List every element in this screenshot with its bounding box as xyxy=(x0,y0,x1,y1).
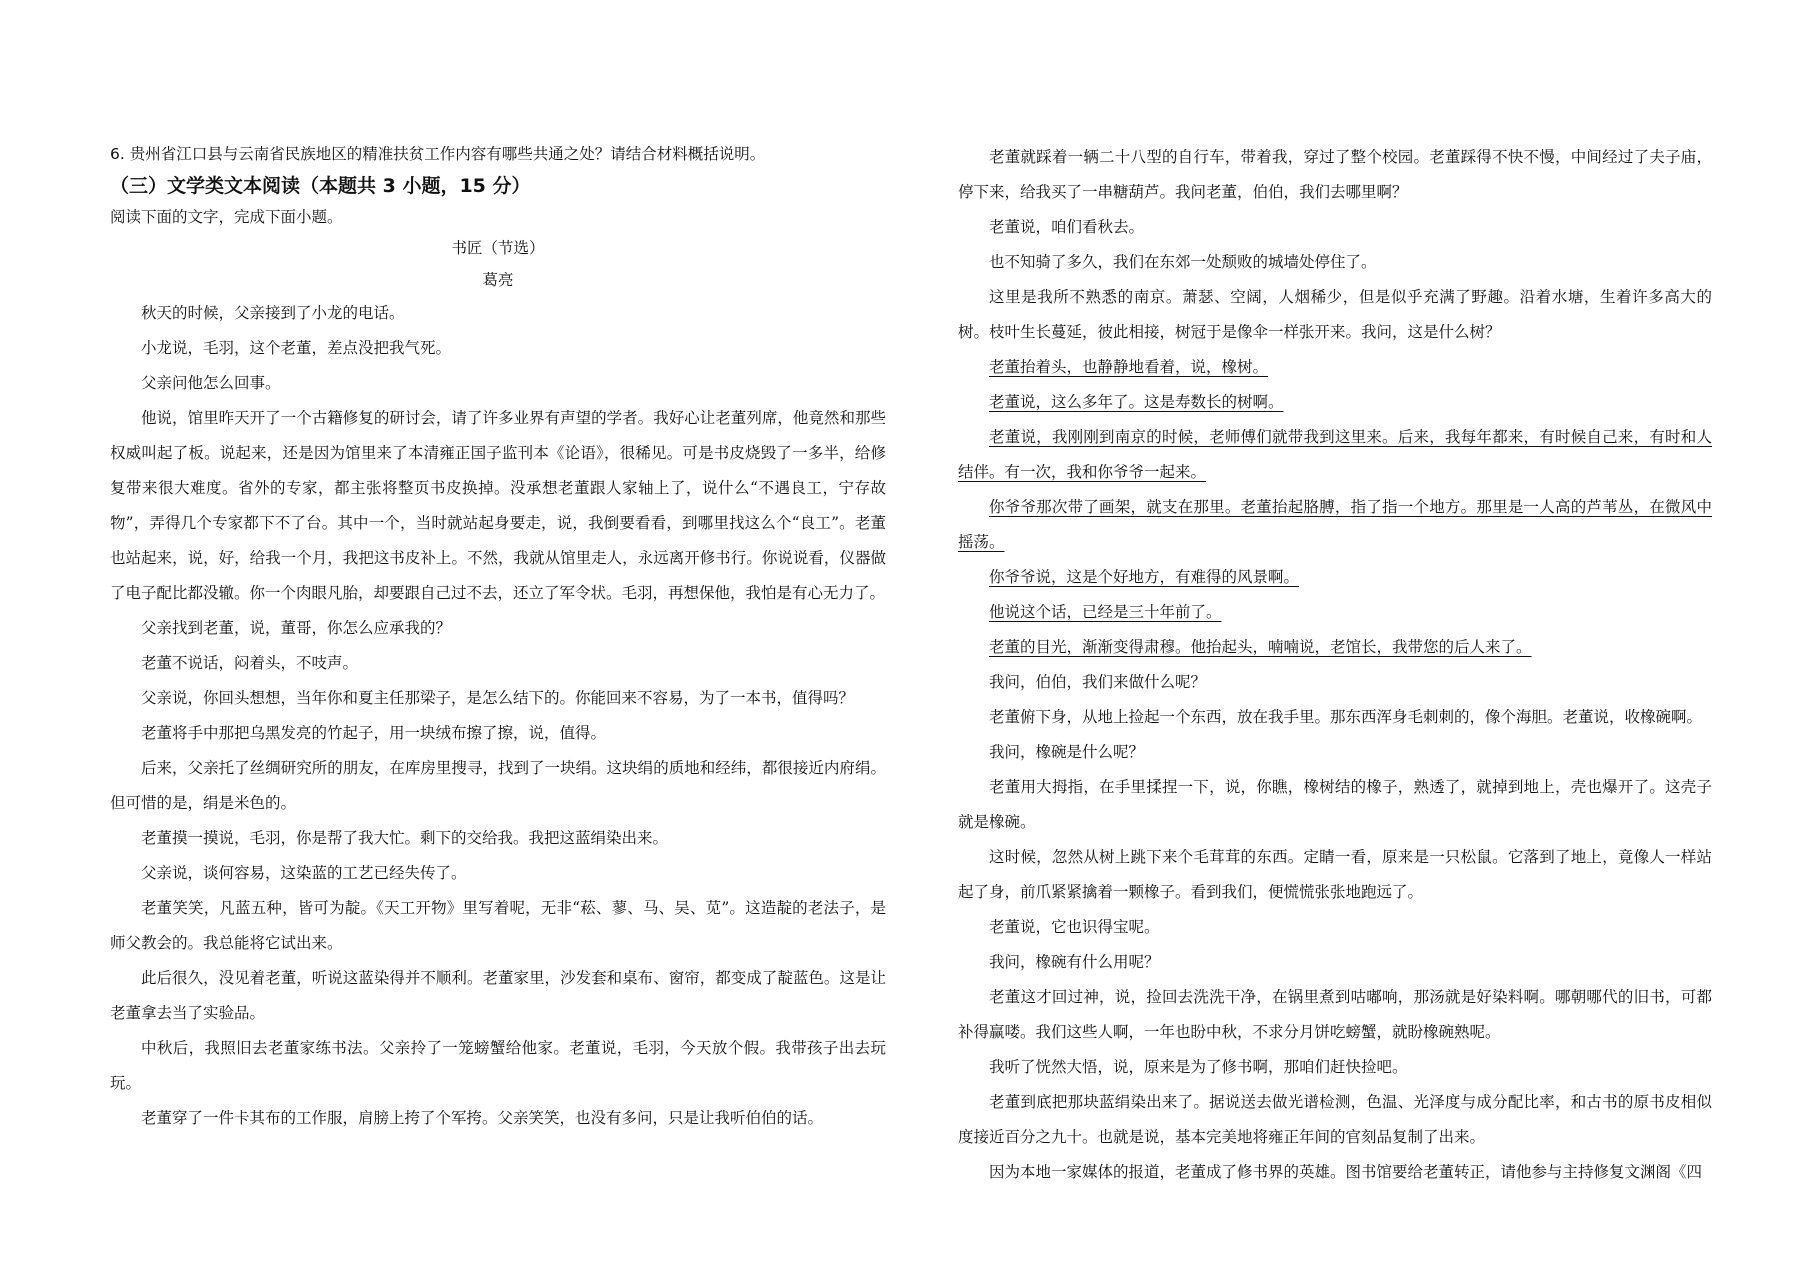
paragraph: 后来，父亲托了丝绸研究所的朋友，在库房里搜寻，找到了一块绢。这块绢的质地和经纬，都很接近内府绢。但可惜的是，绢是米色的。 xyxy=(110,759,886,812)
paragraph-text: 你爷爷那次带了画架，就支在那里。老董抬起胳膊，指了指一个地方。那里是一人高的芦苇丛，在微风中摇荡。 xyxy=(958,498,1712,551)
paragraph xyxy=(958,910,1712,945)
underlined-paragraph xyxy=(958,595,1712,630)
paragraph: 中秋后，我照旧去老董家练书法。父亲拎了一笼螃蟹给他家。老董说，毛羽，今天放个假。我带孩子出去玩玩。 xyxy=(110,1039,886,1092)
paragraph: 父亲说，你回头想想，当年你和夏主任那梁子，是怎么结下的。你能回来不容易，为了一本书，值得吗？ xyxy=(141,689,855,707)
question-6: 6. 贵州省江口县与云南省民族地区的精准扶贫工作内容有哪些共通之处？请结合材料概括说明。 xyxy=(110,145,766,163)
underlined-paragraph xyxy=(958,490,1712,560)
paragraph: 老董摸一摸说，毛羽，你是帮了我大忙。剩下的交给我。我把这蓝绢染出来。 xyxy=(141,829,669,847)
paragraph xyxy=(958,1050,1712,1085)
paragraph-text: 老董就踩着一辆二十八型的自行车，带着我，穿过了整个校园。老董踩得不快不慢，中间经过了夫子庙，停下来，给我买了一串糖葫芦。我问老董，伯伯，我们去哪里啊？ xyxy=(958,148,1712,201)
paragraph-text: 也不知骑了多久，我们在东郊一处颓败的城墙处停住了。 xyxy=(989,253,1377,271)
paragraph-text: 你爷爷说，这是个好地方，有难得的风景啊。 xyxy=(989,568,1300,586)
paragraph-text: 老董这才回过神，说，捡回去洗洗干净，在锅里煮到咕嘟响，那汤就是好染料啊。哪朝哪代的旧书，可都补得赢喽。我们这些人啊，一年也盼中秋，不求分月饼吃螃蟹，就盼橡碗熟呢。 xyxy=(958,988,1712,1041)
paragraph xyxy=(958,210,1712,245)
underlined-paragraph xyxy=(958,420,1712,490)
underlined-paragraph xyxy=(958,385,1712,420)
paragraph-text: 老董抬着头，也静静地看着，说，橡树。 xyxy=(989,358,1269,376)
paragraph xyxy=(958,665,1712,700)
paragraph: 父亲说，谈何容易，这染蓝的工艺已经失传了。 xyxy=(141,864,467,882)
paragraph-text: 老董俯下身，从地上捡起一个东西，放在我手里。那东西浑身毛刺刺的，像个海胆。老董说，收橡碗啊。 xyxy=(989,708,1703,726)
paragraph xyxy=(958,840,1712,910)
paragraph-text: 老董用大拇指，在手里揉捏一下，说，你瞧，橡树结的橡子，熟透了，就掉到地上，壳也爆开了。这壳子就是橡碗。 xyxy=(958,778,1712,831)
underlined-paragraph xyxy=(958,350,1712,385)
paragraph xyxy=(958,280,1712,350)
paragraph xyxy=(958,945,1712,980)
underlined-paragraph xyxy=(958,630,1712,665)
paragraph-text: 老董的目光，渐渐变得肃穆。他抬起头，喃喃说，老馆长，我带您的后人来了。 xyxy=(989,638,1532,656)
paragraph-text: 老董说，我刚刚到南京的时候，老师傅们就带我到这里来。后来，我每年都来，有时候自己来，有时和人结伴。有一次，我和你爷爷一起来。 xyxy=(958,428,1712,481)
paragraph: 秋天的时候，父亲接到了小龙的电话。 xyxy=(141,304,405,322)
paragraph-text: 这时候，忽然从树上跳下来个毛茸茸的东西。定睛一看，原来是一只松鼠。它落到了地上，竟像人一样站起了身，前爪紧紧擒着一颗橡子。看到我们，便慌慌张张地跑远了。 xyxy=(958,848,1712,901)
paragraph xyxy=(958,1155,1712,1190)
paragraph xyxy=(958,1085,1712,1155)
right-paragraphs xyxy=(958,140,1712,1190)
paragraph: 父亲问他怎么回事。 xyxy=(141,374,281,392)
left-column xyxy=(110,140,886,1136)
paragraph-text: 老董到底把那块蓝绢染出来了。据说送去做光谱检测，色温、光泽度与成分配比率，和古书的原书皮相似度接近百分之九十。也就是说，基本完美地将雍正年间的官刻品复制了出来。 xyxy=(958,1093,1712,1146)
paragraph: 老董穿了一件卡其布的工作服，肩膀上挎了个军挎。父亲笑笑，也没有多问，只是让我听伯伯的话。 xyxy=(141,1109,824,1127)
section-heading: （三）文学类文本阅读（本题共 3 小题，15 分） xyxy=(110,175,531,197)
paragraph: 此后很久，没见着老董，听说这蓝染得并不顺利。老董家里，沙发套和桌布、窗帘，都变成了靛蓝色。这是让老董拿去当了实验品。 xyxy=(110,969,886,1022)
right-column xyxy=(958,140,1712,1190)
paragraph xyxy=(958,735,1712,770)
paragraph: 老董将手中那把乌黑发亮的竹起子，用一块绒布擦了擦，说，值得。 xyxy=(141,724,607,742)
paragraph: 他说，馆里昨天开了一个古籍修复的研讨会，请了许多业界有声望的学者。我好心让老董列席，他竟然和那些权威叫起了板。说起来，还是因为馆里来了本清雍正国子监刊本《论语》，很稀见。可是书皮烧毁了一多半，给修复带来很大难度。省外的专家，都主张将整页书皮换掉。没承想老董跟人家轴上了，说什么“不遇良工，宁存故物”，弄得几个专家都下不了台。其中一个，当时就站起身要走，说，我倒要看看，到哪里找这么个“良工”。老董也站起来，说，好，给我一个月，我把这书皮补上。不然，我就从馆里走人，永远离开修书行。你说说看，仪器做了电子配比都没辙。你一个肉眼凡胎，却要跟自己过不去，还立了军令状。毛羽，再想保他，我怕是有心无力了。 xyxy=(110,409,886,602)
passage-title: 书匠（节选） xyxy=(451,239,545,257)
paragraph-text: 他说这个话，已经是三十年前了。 xyxy=(989,603,1222,621)
paragraph-text: 老董说，咱们看秋去。 xyxy=(989,218,1145,236)
left-paragraphs xyxy=(110,296,886,1136)
underlined-paragraph xyxy=(958,560,1712,595)
paragraph: 小龙说，毛羽，这个老董，差点没把我气死。 xyxy=(141,339,452,357)
paragraph: 老董不说话，闷着头，不吱声。 xyxy=(141,654,359,672)
paragraph-text: 我听了恍然大悟，说，原来是为了修书啊，那咱们赶快捡吧。 xyxy=(989,1058,1408,1076)
paragraph-text: 老董说，它也识得宝呢。 xyxy=(989,918,1160,936)
paragraph xyxy=(958,770,1712,840)
paragraph-text: 这里是我所不熟悉的南京。萧瑟、空阔，人烟稀少，但是似乎充满了野趣。沿着水塘，生着许多高大的树。枝叶生长蔓延，彼此相接，树冠于是像伞一样张开来。我问，这是什么树？ xyxy=(958,288,1712,341)
paragraph xyxy=(958,140,1712,210)
paragraph xyxy=(958,700,1712,735)
paragraph: 老董笑笑，凡蓝五种，皆可为靛。《天工开物》里写着呢，无非“菘、蓼、马、吴、苋”。这造靛的老法子，是师父教会的。我总能将它试出来。 xyxy=(110,899,886,952)
paragraph-text: 我问，橡碗有什么用呢？ xyxy=(989,953,1160,971)
reading-instruction: 阅读下面的文字，完成下面小题。 xyxy=(110,208,343,226)
paragraph-text: 因为本地一家媒体的报道，老董成了修书界的英雄。图书馆要给老董转正，请他参与主持修复文渊阁《四 xyxy=(989,1163,1703,1181)
paragraph: 父亲找到老董，说，董哥，你怎么应承我的？ xyxy=(141,619,452,637)
paragraph-text: 我问，橡碗是什么呢？ xyxy=(989,743,1145,761)
paragraph-text: 我问，伯伯，我们来做什么呢？ xyxy=(989,673,1207,691)
passage-author: 葛亮 xyxy=(482,271,514,289)
paragraph xyxy=(958,245,1712,280)
paragraph-text: 老董说，这么多年了。这是寿数长的树啊。 xyxy=(989,393,1284,411)
paragraph xyxy=(958,980,1712,1050)
